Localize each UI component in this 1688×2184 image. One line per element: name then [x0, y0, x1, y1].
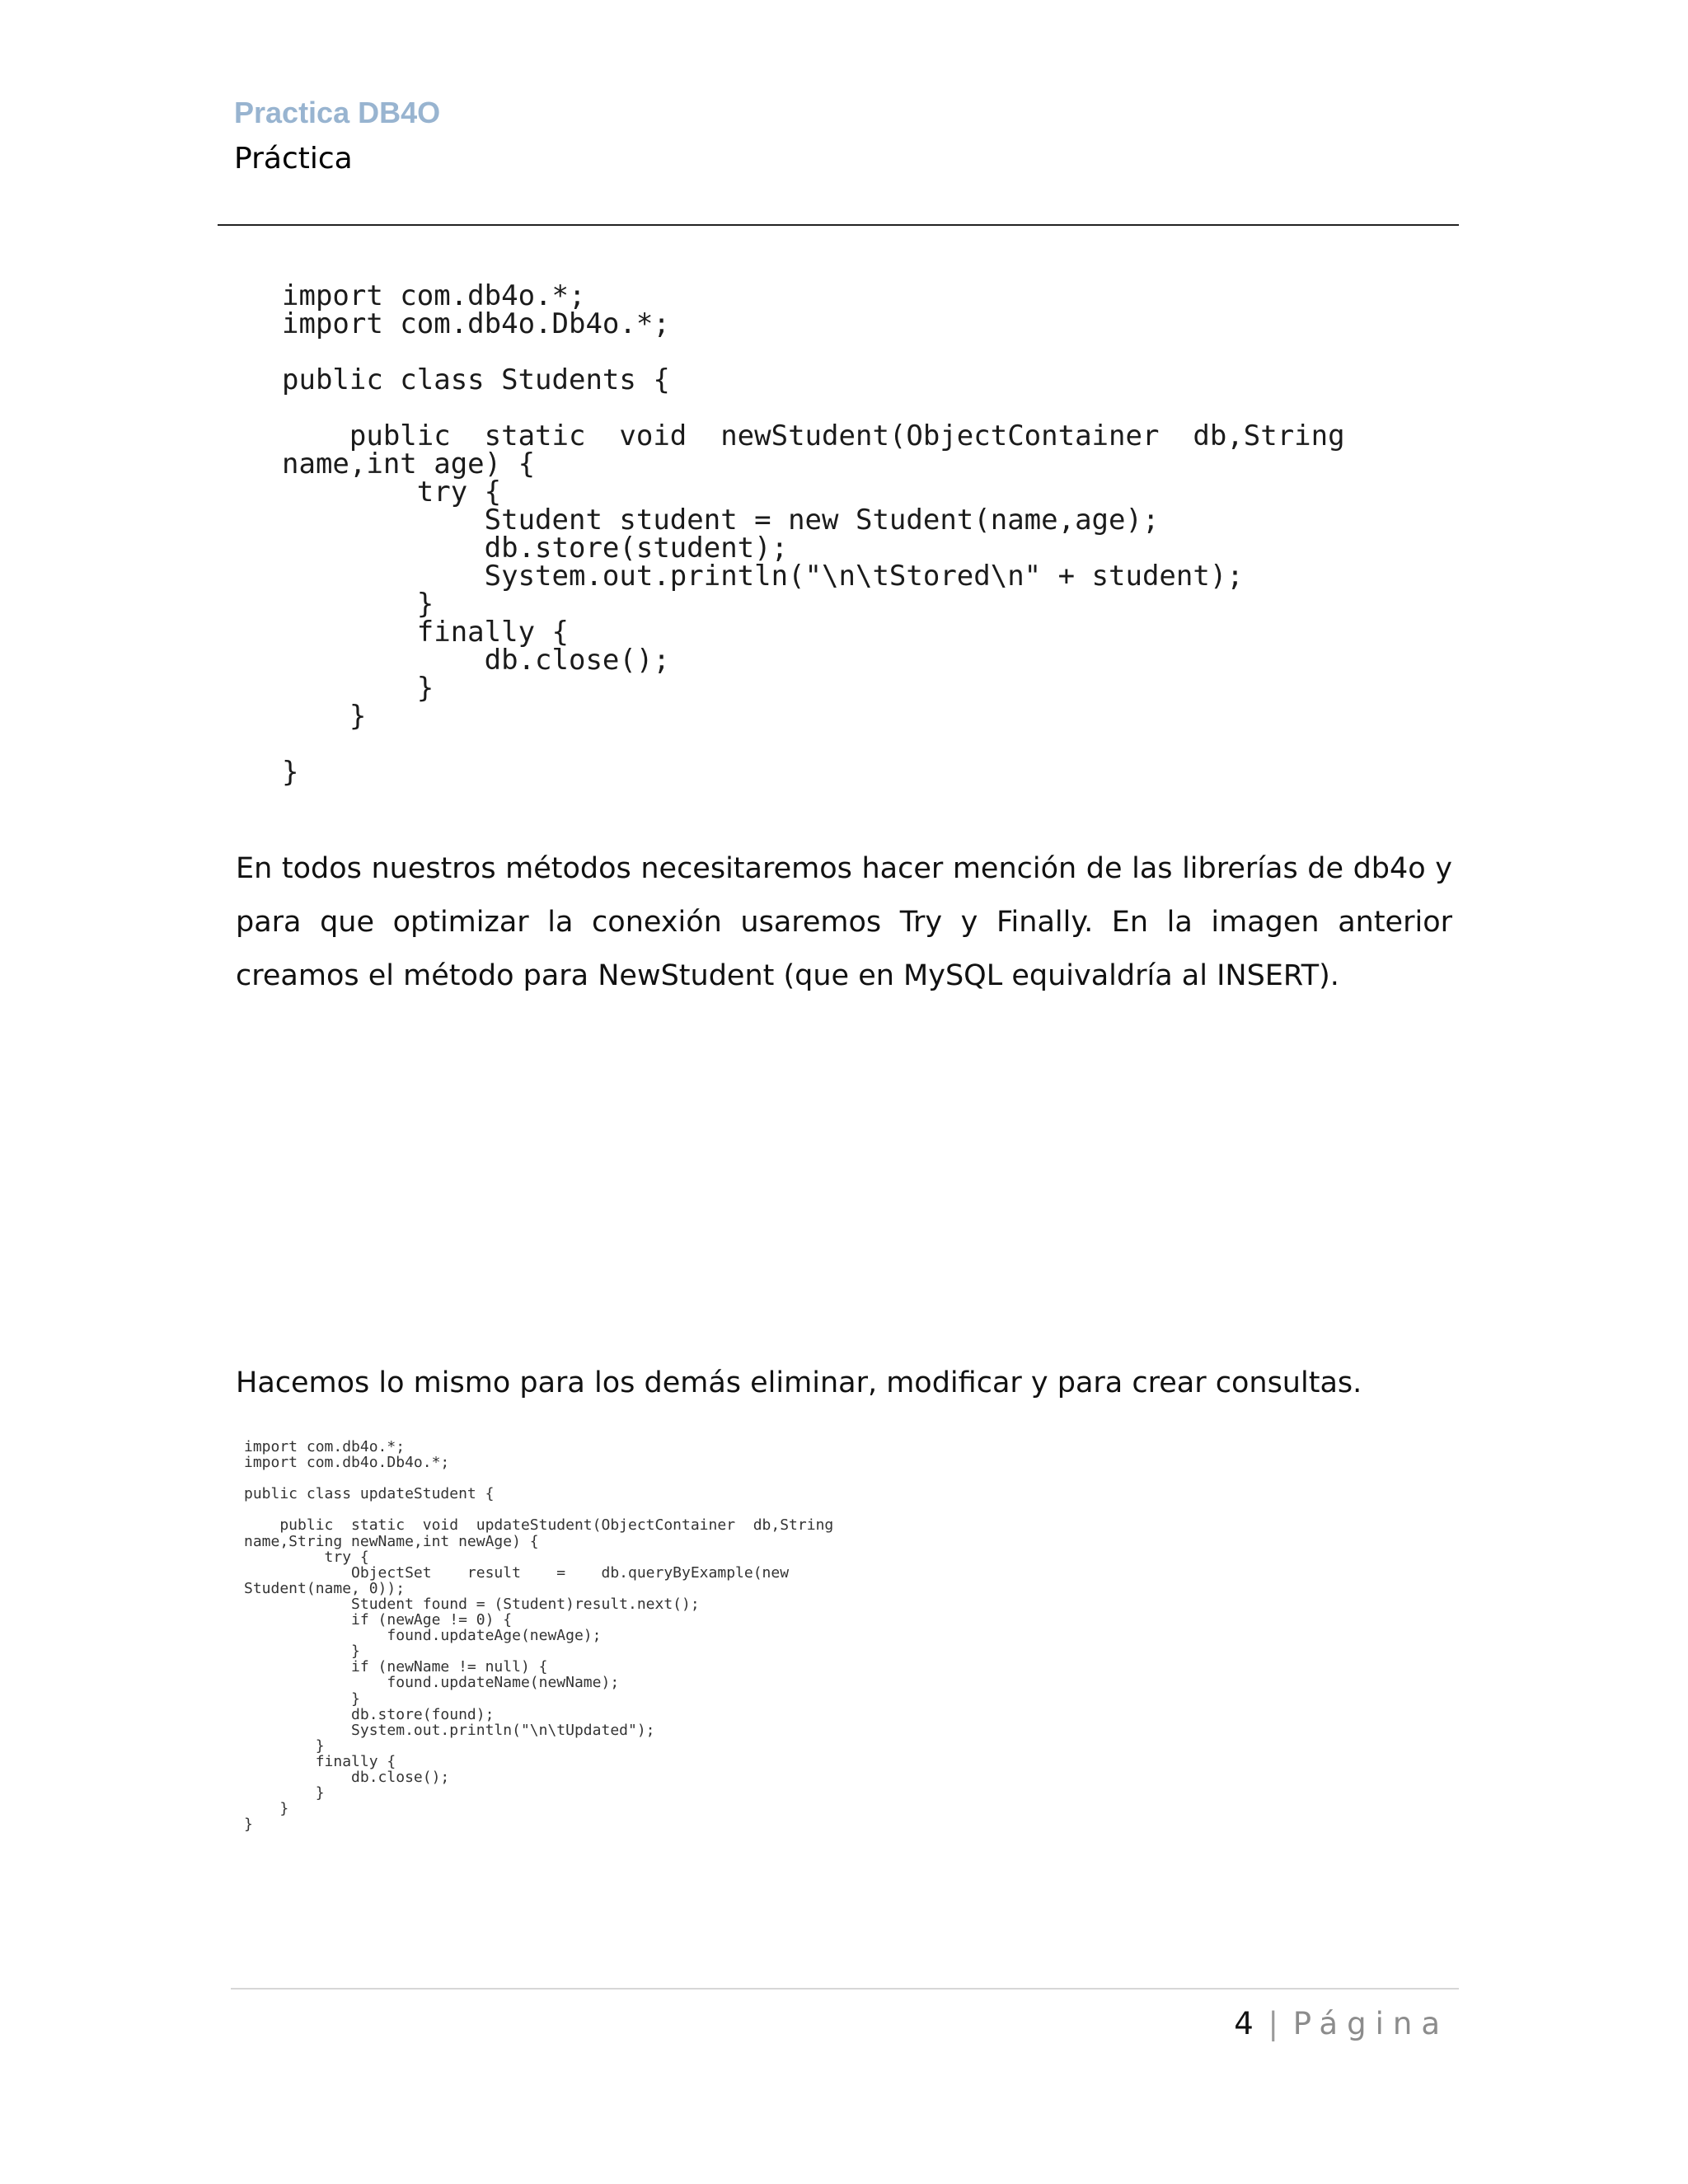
page-number: 4	[1234, 2006, 1254, 2041]
footer-separator: |	[1268, 2006, 1279, 2041]
paragraph-explanation: En todos nuestros métodos necesitaremos hacer mención de las librerías de db4o y para que optimizar la conexión usaremos Try y Finally. En la imagen anterior creamos el método para NewStudent (que en MySQL equivaldría al INSERT).	[236, 852, 1452, 992]
page-footer	[1234, 2001, 1449, 2047]
document-title: Practica DB4O	[234, 96, 441, 129]
section-title: Práctica	[234, 142, 353, 176]
page-label: Página	[1292, 2006, 1449, 2041]
header-divider	[218, 224, 1459, 226]
code-listing-update-student: import com.db4o.*; import com.db4o.Db4o.*; public class updateStudent { public static void updateStudent(ObjectContainer db,String name,String newName,int newAge) { try { ObjectSet result = db.queryByExample(new Student(name, 0)); Student found = (Student)result.next(); if (newAge != 0) { found.updateAge(newAge); } if (newName != null) { found.updateName(newName); } db.store(found); System.out.println("\n\tUpdated"); } finally { db.close(); } } }	[244, 1438, 834, 1834]
footer-divider	[231, 1988, 1459, 1990]
paragraph-other-methods: Hacemos lo mismo para los demás eliminar, modificar y para crear consultas.	[236, 1366, 1362, 1399]
code-listing-students: import com.db4o.*; import com.db4o.Db4o.*; public class Students { public static void newStudent(ObjectContainer db,String name,int age) { try { Student student = new Student(name,age); db.store(student); System.out.println("\n\tStored\n" + student); } finally { db.close(); } } }	[282, 279, 1345, 789]
